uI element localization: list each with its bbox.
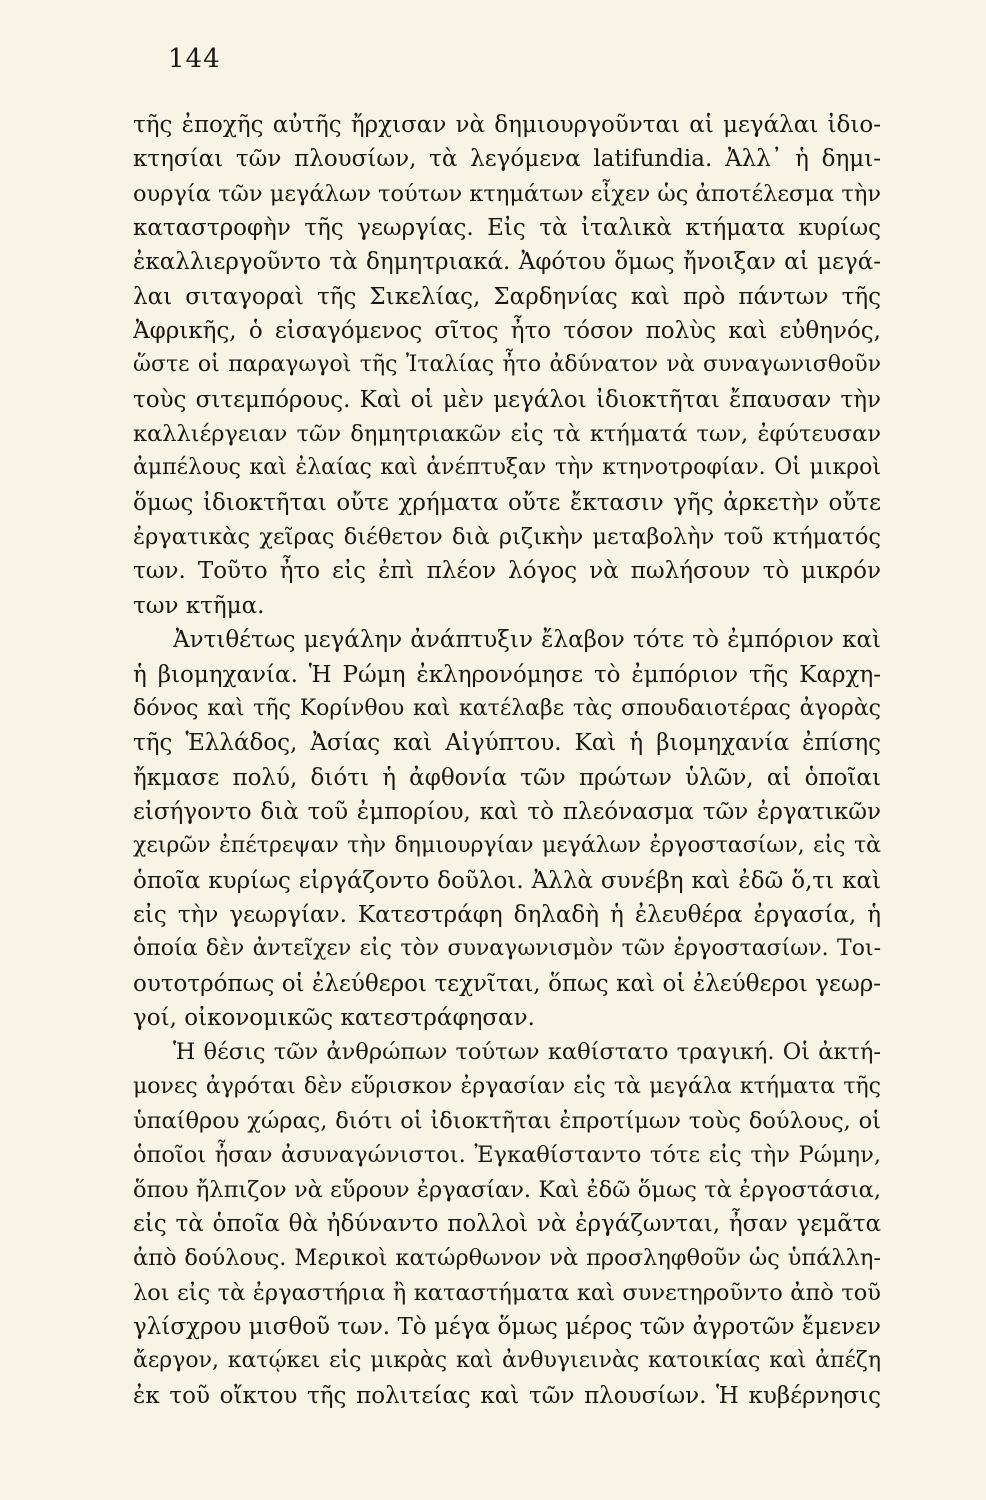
- text-line: μονες ἀγρόται δὲν εὕρισκον ἐργασίαν εἰς τὰ μεγάλα κτήματα τῆς: [133, 1073, 881, 1099]
- text-line: εἰς τὰ ὁποῖα θὰ ἠδύναντο πολλοὶ νὰ ἐργάζωνται, ἦσαν γεμᾶτα: [133, 1211, 881, 1237]
- text-line: ἐργατικὰς χεῖρας διέθετον διὰ ριζικὴν μεταβολὴν τοῦ κτήματός: [133, 524, 881, 551]
- text-line: καταστροφὴν τῆς γεωργίας. Εἰς τὰ ἰταλικὰ κτήματα κυρίως: [133, 215, 881, 242]
- text-line: ἡ βιομηχανία. Ἡ Ρώμη ἐκληρονόμησε τὸ ἐμπόριον τῆς Καρχη-: [133, 661, 881, 688]
- text-line: ἐκ τοῦ οἴκτου τῆς πολιτείας καὶ τῶν πλουσίων. Ἡ κυβέρνησις: [133, 1382, 881, 1409]
- body-text: [133, 108, 881, 1413]
- paragraph-start-line: Ἀντιθέτως μεγάλην ἀνάπτυξιν ἔλαβον τότε τὸ ἐμπόριον καὶ: [173, 627, 881, 654]
- text-line: τῆς ἐποχῆς αὐτῆς ἤρχισαν νὰ δημιουργοῦνται αἱ μεγάλαι ἰδιο-: [133, 112, 881, 138]
- text-line: γλίσχρου μισθοῦ των. Τὸ μέγα ὅμως μέρος τῶν ἀγροτῶν ἔμενεν: [133, 1314, 881, 1341]
- text-line: κτησίαι τῶν πλουσίων, τὰ λεγόμενα latifundia. Ἀλλ᾽ ἡ δημι-: [133, 146, 881, 173]
- text-line: ἀμπέλους καὶ ἐλαίας καὶ ἀνέπτυξαν τὴν κτηνοτροφίαν. Οἱ μικροὶ: [133, 455, 881, 481]
- text-line: δόνος καὶ τῆς Κορίνθου καὶ κατέλαβε τὰς σπουδαιοτέρας ἀγορὰς: [133, 695, 881, 721]
- text-line: ὅπου ἤλπιζον νὰ εὕρουν ἐργασίαν. Καὶ ἐδῶ ὅμως τὰ ἐργοστάσια,: [133, 1176, 881, 1203]
- text-line: ουργία τῶν μεγάλων τούτων κτημάτων εἶχεν ὡς ἀποτέλεσμα τὴν: [133, 180, 881, 207]
- text-line: καλλιέργειαν τῶν δημητριακῶν εἰς τὰ κτήματά των, ἐφύτευσαν: [133, 421, 881, 448]
- text-line: ἄεργον, κατῴκει εἰς μικρὰς καὶ ἀνθυγιεινὰς κατοικίας καὶ ἀπέζη: [133, 1348, 881, 1374]
- paragraph-start-line: Ἡ θέσις τῶν ἀνθρώπων τούτων καθίστατο τραγική. Οἱ ἀκτή-: [173, 1039, 881, 1066]
- text-line: των. Τοῦτο ἦτο εἰς ἐπὶ πλέον λόγος νὰ πωλήσουν τὸ μικρόν: [133, 558, 881, 585]
- text-line: γοί, οἰκονομικῶς κατεστράφησαν.: [133, 1004, 535, 1031]
- text-line: Ἀφρικῆς, ὁ εἰσαγόμενος σῖτος ἦτο τόσον πολὺς καὶ εὐθηνός,: [133, 318, 881, 345]
- text-line: ὥστε οἱ παραγωγοὶ τῆς Ἰταλίας ἦτο ἀδύνατον νὰ συναγωνισθοῦν: [133, 352, 881, 378]
- text-line: χειρῶν ἐπέτρεψαν τὴν δημιουργίαν μεγάλων ἐργοστασίων, εἰς τὰ: [133, 833, 881, 859]
- text-line: εἰς τὴν γεωργίαν. Κατεστράφη δηλαδὴ ἡ ἐλευθέρα ἐργασία, ἡ: [133, 901, 881, 928]
- text-line: ουτοτρόπως οἱ ἐλεύθεροι τεχνῖται, ὅπως καὶ οἱ ἐλεύθεροι γεωρ-: [133, 970, 881, 997]
- text-line: ὅμως ἰδιοκτῆται οὔτε χρήματα οὔτε ἔκτασιν γῆς ἀρκετὴν οὔτε: [133, 489, 881, 516]
- text-line: ἀπὸ δούλους. Μερικοὶ κατώρθωνον νὰ προσληφθοῦν ὡς ὑπάλλη-: [133, 1245, 881, 1272]
- text-line: ὁποία δὲν ἀντεῖχεν εἰς τὸν συναγωνισμὸν τῶν ἐργοστασίων. Τοι-: [133, 936, 881, 962]
- text-line: τῆς Ἑλλάδος, Ἀσίας καὶ Αἰγύπτου. Καὶ ἡ βιομηχανία ἐπίσης: [133, 730, 881, 757]
- text-line: ἤκμασε πολύ, διότι ἡ ἀφθονία τῶν πρώτων ὑλῶν, αἱ ὁποῖαι: [133, 764, 881, 791]
- text-line: ὁποῖα κυρίως εἰργάζοντο δοῦλοι. Ἀλλὰ συνέβη καὶ ἐδῶ ὅ,τι καὶ: [133, 867, 881, 894]
- text-line: εἰσήγοντο διὰ τοῦ ἐμπορίου, καὶ τὸ πλεόνασμα τῶν ἐργατικῶν: [133, 798, 881, 825]
- text-line: τοὺς σιτεμπόρους. Καὶ οἱ μὲν μεγάλοι ἰδιοκτῆται ἔπαυσαν τὴν: [133, 386, 881, 413]
- text-line: λαι σιταγοραὶ τῆς Σικελίας, Σαρδηνίας καὶ πρὸ πάντων τῆς: [133, 283, 881, 310]
- text-line: ἐκαλλιεργοῦντο τὰ δημητριακά. Ἀφότου ὅμως ἤνοιξαν αἱ μεγά-: [133, 249, 881, 276]
- page-number: 144: [168, 44, 221, 74]
- text-line: των κτῆμα.: [133, 592, 265, 619]
- text-line: ὁποῖοι ἦσαν ἀσυναγώνιστοι. Ἐγκαθίσταντο τότε εἰς τὴν Ρώμην,: [133, 1142, 881, 1169]
- text-line: λοι εἰς τὰ ἐργαστήρια ἢ καταστήματα καὶ συνετηροῦντο ἀπὸ τοῦ: [133, 1279, 881, 1306]
- text-line: ὑπαίθρου χώρας, διότι οἱ ἰδιοκτῆται ἐπροτίμων τοὺς δούλους, οἱ: [133, 1107, 881, 1134]
